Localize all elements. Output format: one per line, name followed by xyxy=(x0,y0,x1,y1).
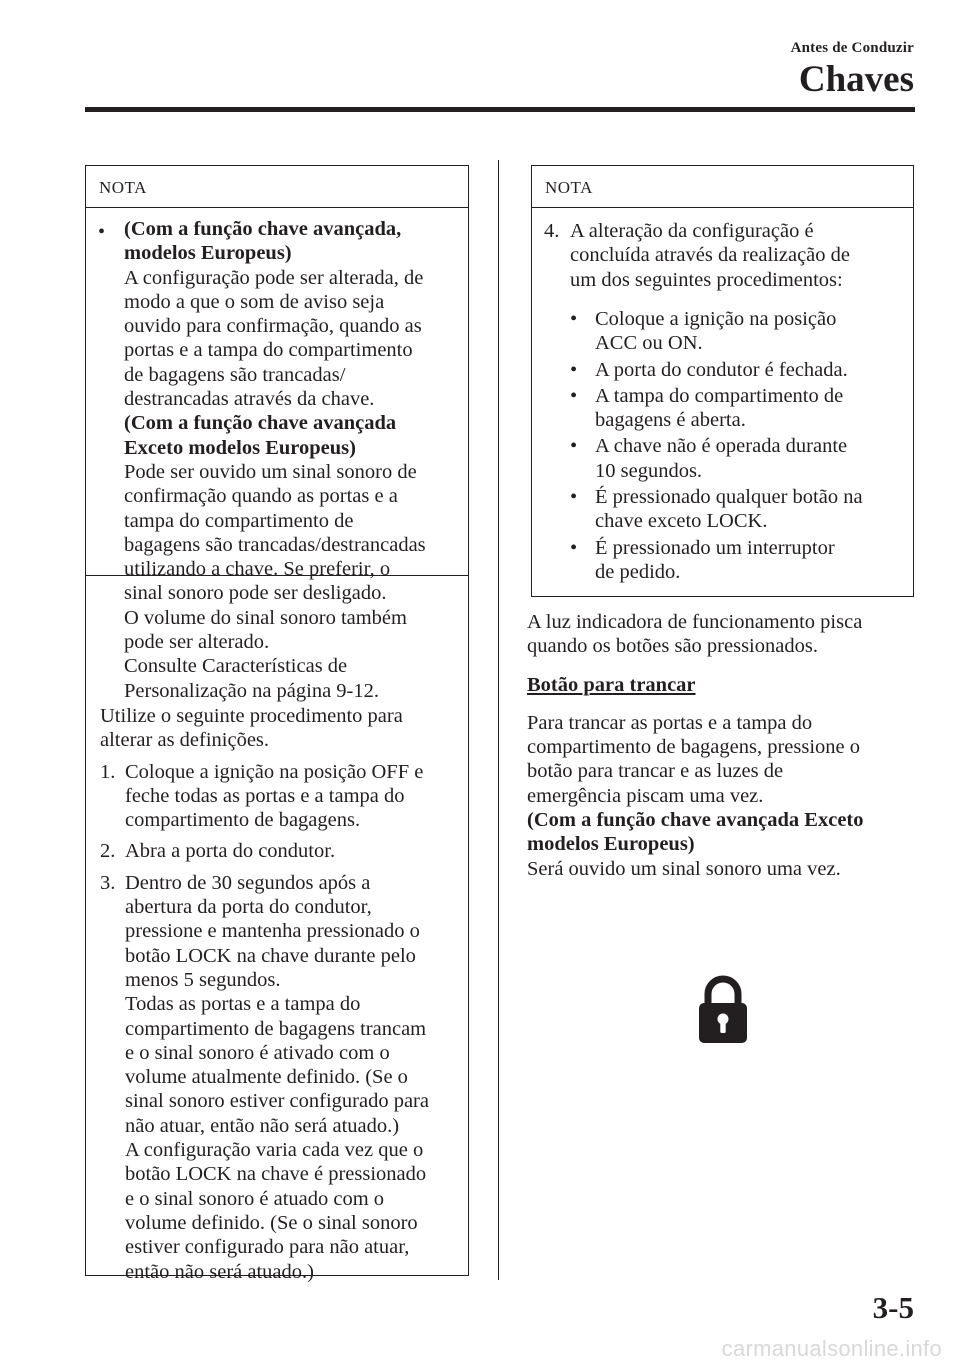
text-line: Abra a porta do condutor. xyxy=(125,840,336,863)
note-line: portas e a tampa do compartimento xyxy=(124,339,413,362)
text-line: volume atualmente definido. (Se o xyxy=(125,1066,408,1089)
text-line: compartimento de bagagens. xyxy=(125,809,361,832)
note-line: Exceto modelos Europeus) xyxy=(124,436,356,459)
text-line: concluída através da realização de xyxy=(570,244,850,267)
text-line: (Com a função chave avançada Exceto xyxy=(527,809,864,832)
bullet-glyph: • xyxy=(570,384,578,407)
note-line: ouvido para confirmação, quando as xyxy=(124,315,422,338)
text-line: de pedido. xyxy=(595,560,681,583)
bullet-glyph: • xyxy=(570,358,578,381)
note-line: A configuração pode ser alterada, de xyxy=(124,266,424,289)
text-line: e o sinal sonoro é atuado com o xyxy=(125,1187,385,1210)
note-line: Consulte Características de xyxy=(124,655,348,678)
text-line: botão LOCK na chave é pressionado xyxy=(125,1163,427,1186)
right-note-text xyxy=(570,219,910,292)
text-line: um dos seguintes procedimentos: xyxy=(570,268,843,291)
text-line: Coloque a ignição na posição OFF e xyxy=(125,760,424,783)
text-line: sinal sonoro estiver configurado para xyxy=(125,1090,429,1113)
text-line: quando os botões são pressionados. xyxy=(527,635,818,658)
text-line: É pressionado um interruptor xyxy=(595,536,835,559)
note-line: (Com a função chave avançada, xyxy=(124,218,402,240)
step-number: 4. xyxy=(544,220,560,242)
text-line: pressione e mantenha pressionado o xyxy=(125,920,420,943)
bullet-glyph: • xyxy=(570,308,578,330)
text-line: bagagens é aberta. xyxy=(595,409,746,432)
text-line: A luz indicadora de funcionamento pisca xyxy=(527,611,863,633)
lock-paragraph xyxy=(527,711,917,881)
text-line: estiver configurado para não atuar, xyxy=(125,1236,410,1259)
step-number: 1. xyxy=(100,760,116,783)
watermark: carmanualsonline.info xyxy=(721,1336,942,1361)
note-line: utilizando a chave. Se preferir, o xyxy=(124,558,391,581)
note-line: Personalização na página 9-12. xyxy=(124,679,380,702)
list-item xyxy=(570,384,910,433)
text-line: feche todas as portas e a tampa do xyxy=(125,784,405,807)
right-note-bullets xyxy=(570,307,910,584)
right-note-box xyxy=(531,165,914,597)
note-line: destrancadas através da chave. xyxy=(124,388,375,411)
text-line: alterar as definições. xyxy=(100,729,270,752)
list-item xyxy=(570,434,910,483)
step-number: 3. xyxy=(100,871,116,894)
text-line: menos 5 segundos. xyxy=(125,968,281,991)
bullet-glyph: • xyxy=(570,536,578,559)
note-line: de bagagens são trancadas/ xyxy=(124,363,346,386)
text-line: Dentro de 30 segundos após a xyxy=(125,871,371,894)
text-line: A alteração da configuração é xyxy=(570,220,814,242)
note-line: tampa do compartimento de xyxy=(124,509,354,532)
note-line: (Com a função chave avançada xyxy=(124,412,397,435)
right-note-label: NOTA xyxy=(532,166,913,208)
padlock-icon xyxy=(698,974,748,1044)
text-line: volume definido. (Se o sinal sonoro xyxy=(125,1211,418,1234)
right-body xyxy=(527,610,917,881)
list-item xyxy=(570,485,910,534)
text-line: botão para trancar e as luzes de xyxy=(527,760,784,783)
text-line: chave exceto LOCK. xyxy=(595,510,768,533)
header-section: Antes de Conduzir xyxy=(790,40,914,56)
text-line: A porta do condutor é fechada. xyxy=(595,358,848,381)
left-note-box xyxy=(85,165,469,702)
text-line: emergência piscam uma vez. xyxy=(527,784,764,807)
text-line: modelos Europeus) xyxy=(527,833,695,856)
note-line: O volume do sinal sonoro também xyxy=(124,606,407,629)
list-item xyxy=(570,536,910,585)
text-line: Será ouvido um sinal sonoro uma vez. xyxy=(527,857,841,880)
page-number: 3-5 xyxy=(872,1290,914,1325)
text-line: então não será atuado.) xyxy=(125,1260,314,1283)
text-line: A configuração varia cada vez que o xyxy=(125,1139,424,1162)
lock-button-heading: Botão para trancar xyxy=(527,673,696,696)
page-title: Chaves xyxy=(798,59,914,100)
column-divider xyxy=(498,160,499,1280)
note-line: modelos Europeus) xyxy=(124,242,292,265)
text-line: e o sinal sonoro é ativado com o xyxy=(125,1041,390,1064)
indicator-paragraph xyxy=(527,610,917,659)
note-line: confirmação quando as portas e a xyxy=(124,485,398,508)
left-note-box-extension xyxy=(85,575,469,1276)
text-line: compartimento de bagagens trancam xyxy=(125,1017,427,1040)
bullet-glyph: • xyxy=(570,486,578,509)
text-line: botão LOCK na chave durante pelo xyxy=(125,944,416,967)
note-line: sinal sonoro pode ser desligado. xyxy=(124,582,387,605)
text-line: É pressionado qualquer botão na xyxy=(595,486,863,509)
header-rule xyxy=(85,107,915,112)
text-line: Coloque a ignição na posição xyxy=(595,308,837,330)
step-number: 2. xyxy=(100,840,116,863)
text-line: Utilize o seguinte procedimento para xyxy=(100,705,403,727)
text-line: 10 segundos. xyxy=(595,459,703,482)
text-line: A tampa do compartimento de xyxy=(595,384,844,407)
text-line: Todas as portas e a tampa do xyxy=(125,993,361,1016)
text-line: Para trancar as portas e a tampa do xyxy=(527,711,813,734)
text-line: compartimento de bagagens, pressione o xyxy=(527,736,861,759)
text-line: abertura da porta do condutor, xyxy=(125,896,372,919)
note-line: pode ser alterado. xyxy=(124,631,270,654)
list-item xyxy=(570,307,910,356)
text-line: não atuar, então não será atuado.) xyxy=(125,1114,400,1137)
text-line: A chave não é operada durante xyxy=(595,435,848,458)
bullet-glyph: • xyxy=(570,435,578,458)
list-item xyxy=(570,358,910,382)
note-line: Pode ser ouvido um sinal sonoro de xyxy=(124,460,417,483)
note-line: bagagens são trancadas/destrancadas xyxy=(124,533,426,556)
text-line: ACC ou ON. xyxy=(595,332,703,355)
note-bullet: • xyxy=(98,221,106,243)
left-note-label: NOTA xyxy=(86,166,468,208)
note-line: modo a que o som de aviso seja xyxy=(124,290,385,313)
